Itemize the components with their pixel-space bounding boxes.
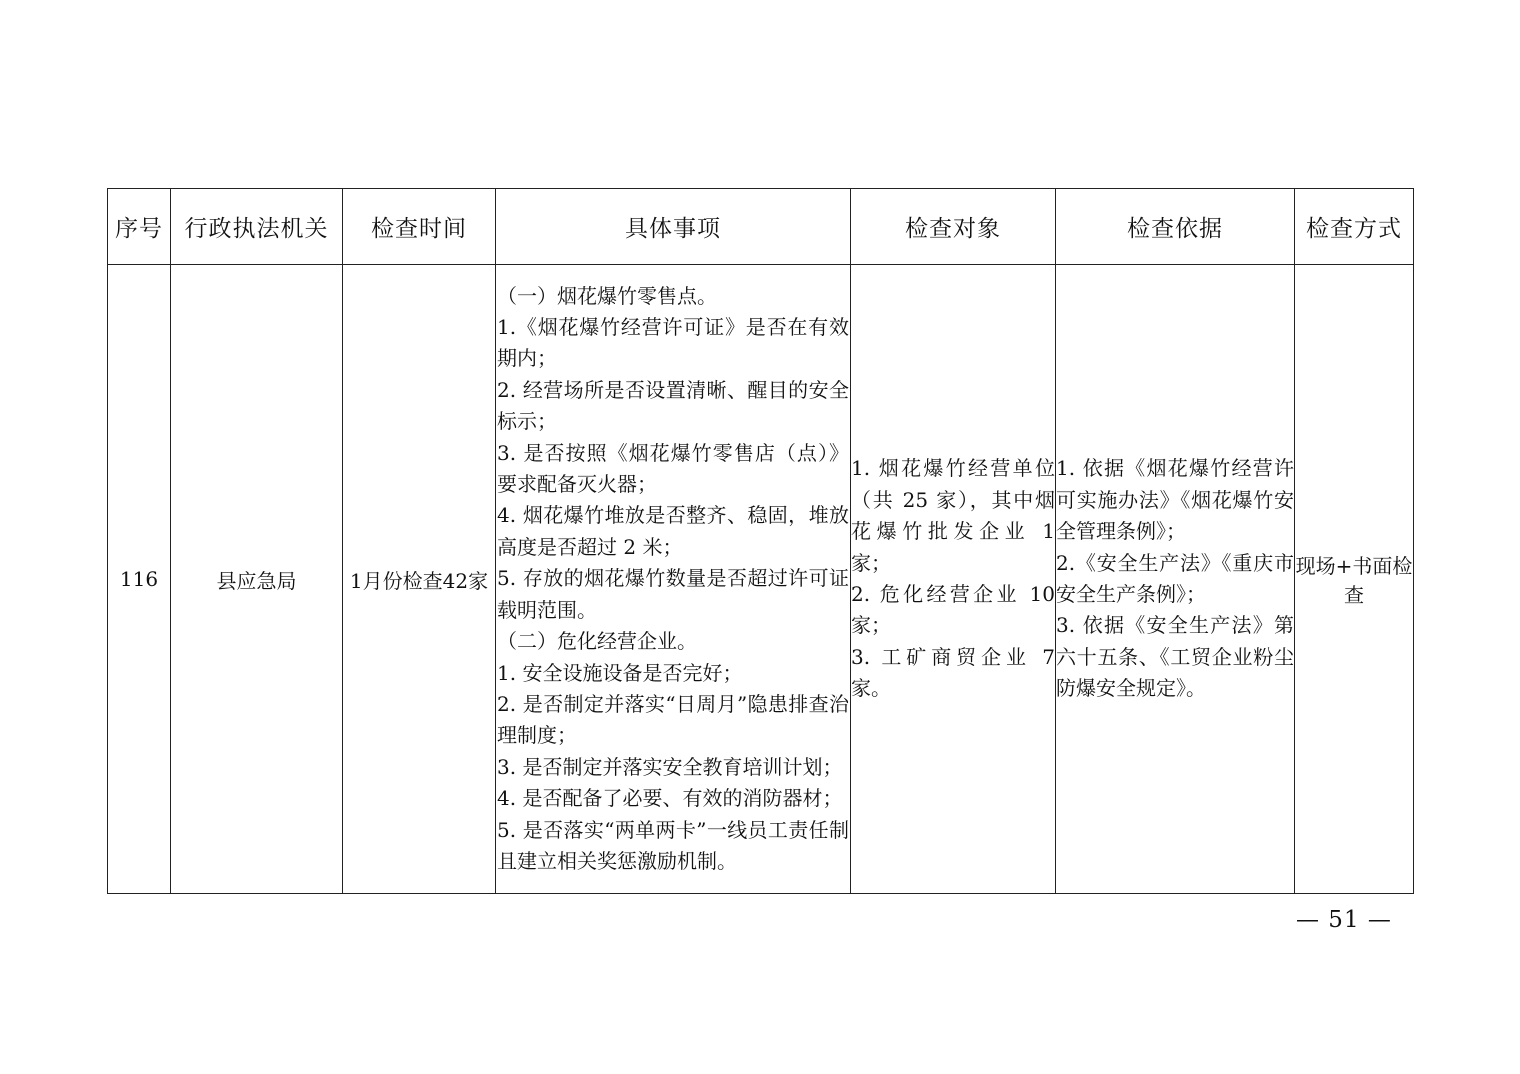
row-basis [1056,265,1295,894]
row-method: 现场+书面检查 [1295,265,1414,894]
targets-list [851,453,1055,704]
items-line: 3. 是否按照《烟花爆竹零售店（点）》要求配备灭火器； [497,440,849,497]
items-line: 2. 经营场所是否设置清晰、醒目的安全标示； [497,377,849,434]
targets-line: 3. 工矿商贸企业 7 家。 [851,644,1055,701]
basis-line: 1. 依据《烟花爆竹经营许可实施办法》《烟花爆竹安全管理条例》； [1056,456,1294,544]
row-items [496,265,851,894]
basis-line: 3. 依据《安全生产法》第六十五条、《工贸企业粉尘防爆安全规定》。 [1056,613,1294,701]
items-line: （二）危化经营企业。 [497,629,697,654]
items-line: （一）烟花爆竹零售点。 [497,283,717,308]
inspection-table [107,188,1414,894]
items-line: 4. 是否配备了必要、有效的消防器材； [497,786,843,811]
page-number: — 51 — [1296,907,1392,933]
items-line: 3. 是否制定并落实安全教育培训计划； [497,754,843,779]
header-items: 具体事项 [496,189,851,265]
items-list [496,281,850,878]
header-number: 序号 [108,189,171,265]
items-line: 1. 安全设施设备是否完好； [497,660,743,685]
items-line: 5. 是否落实“两单两卡”一线员工责任制且建立相关奖惩激励机制。 [497,817,849,873]
header-time: 检查时间 [343,189,496,265]
targets-line: 1. 烟花爆竹经营单位（共 25 家），其中烟花爆竹批发企业 1 家； [851,456,1055,575]
row-agency: 县应急局 [171,265,343,894]
row-targets [851,265,1056,894]
row-time: 1月份检查42家 [343,265,496,894]
basis-line: 2.《安全生产法》《重庆市安全生产条例》； [1056,550,1294,606]
targets-line: 2. 危化经营企业 10 家； [851,582,1055,638]
table-row [108,265,1414,894]
header-method: 检查方式 [1295,189,1414,265]
items-line: 5. 存放的烟花爆竹数量是否超过许可证载明范围。 [497,566,849,622]
row-number: 116 [108,265,171,894]
items-line: 1.《烟花爆竹经营许可证》是否在有效期内； [497,315,849,371]
items-line: 4. 烟花爆竹堆放是否整齐、稳固，堆放高度是否超过 2 米； [497,503,849,559]
items-line: 2. 是否制定并落实“日周月”隐患排查治理制度； [497,691,849,748]
header-agency: 行政执法机关 [171,189,343,265]
header-row [108,189,1414,265]
header-basis: 检查依据 [1056,189,1295,265]
basis-list [1056,453,1294,704]
header-targets: 检查对象 [851,189,1056,265]
